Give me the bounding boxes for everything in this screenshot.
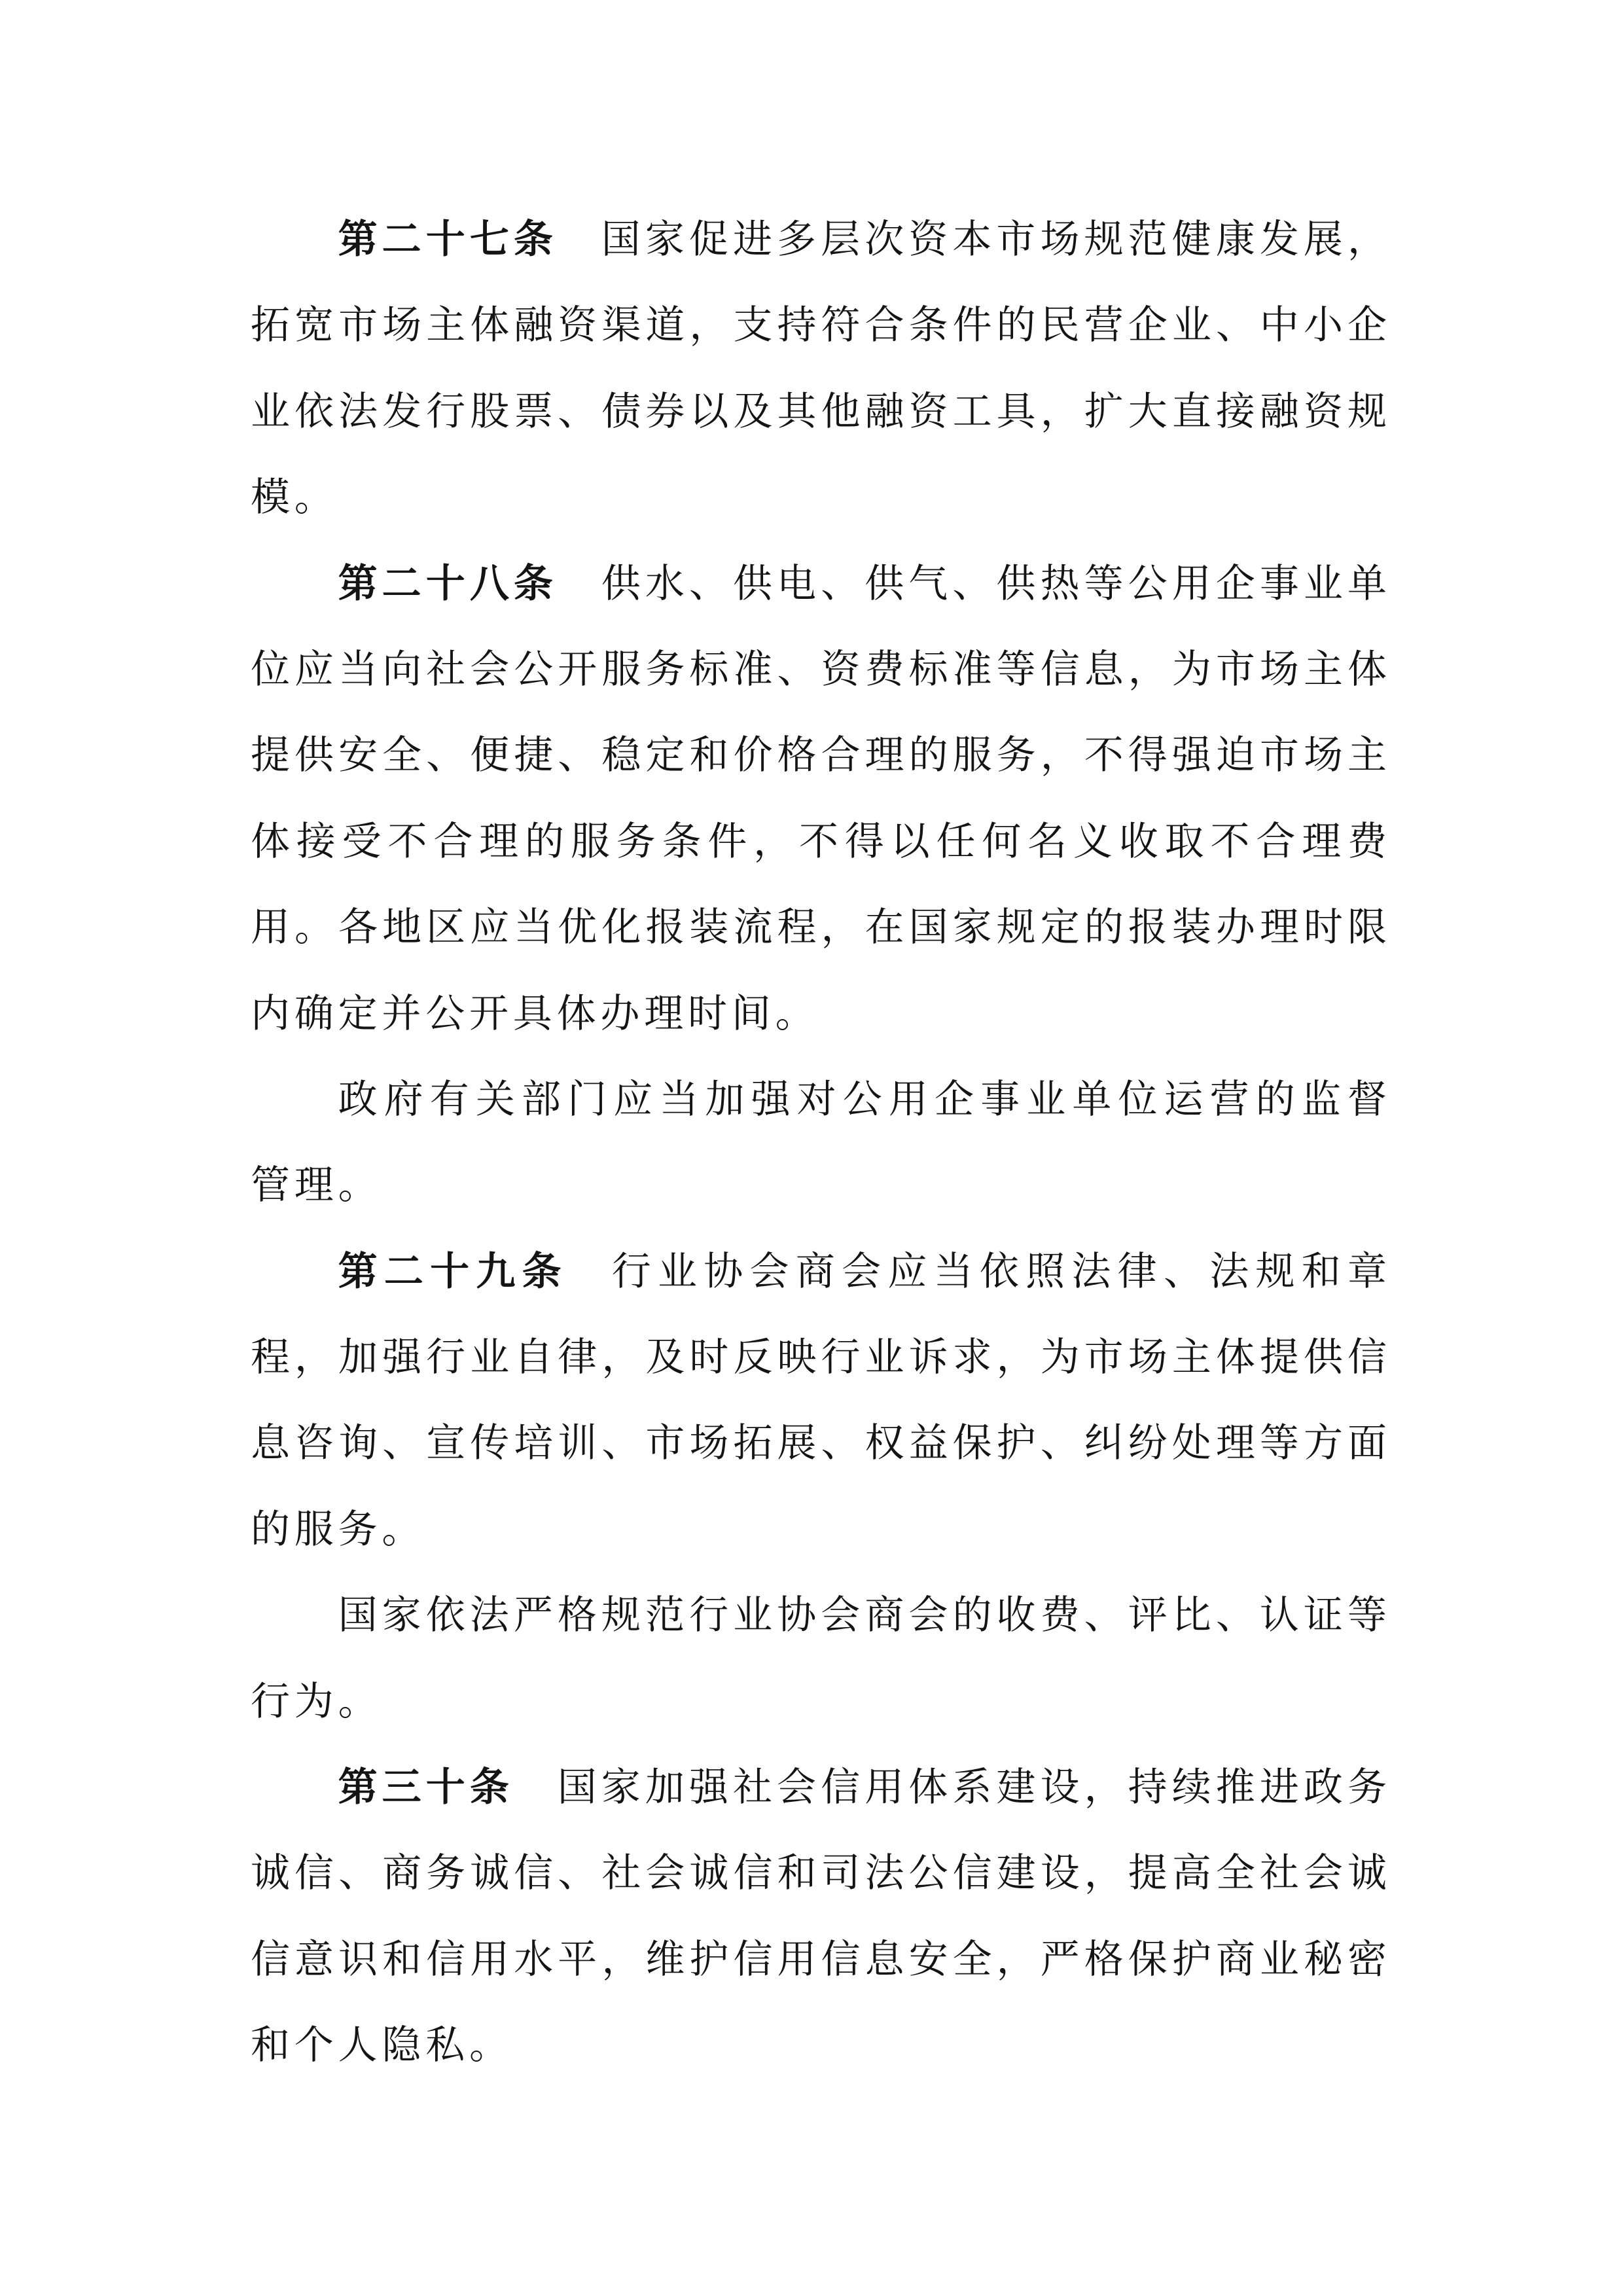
- line-text: 国家促进多层次资本市场规范健康发展，: [601, 217, 1387, 262]
- text-line: [251, 541, 1387, 627]
- document-body: [251, 197, 1387, 2089]
- article-number: 第二十八条: [338, 560, 558, 607]
- article-number: 第二十七条: [338, 217, 558, 262]
- text-line: [251, 197, 1387, 283]
- text-line: 位应当向社会公开服务标准、资费标准等信息，为市场主体: [251, 646, 1387, 692]
- body-paragraph: [251, 1573, 1387, 1745]
- text-line: 用。各地区应当优化报装流程，在国家规定的报装办理时限: [251, 905, 1387, 951]
- line-text: 行业协会商会应当依照法律、法规和章: [611, 1248, 1387, 1295]
- text-line: 政府有关部门应当加强对公用企事业单位运营的监督: [338, 1076, 1387, 1122]
- article-paragraph: [251, 1229, 1387, 1573]
- text-line: 业依法发行股票、债券以及其他融资工具，扩大直接融资规: [251, 388, 1387, 435]
- text-line: 和个人隐私。: [251, 2022, 513, 2069]
- line-text: 国家加强社会信用体系建设，持续推进政务: [557, 1765, 1387, 1811]
- text-line: 行为。: [251, 1678, 382, 1725]
- line-text: 供水、供电、供气、供热等公用企事业单: [601, 560, 1387, 607]
- article-paragraph: [251, 541, 1387, 1057]
- text-line: 体接受不合理的服务条件，不得以任何名义收取不合理费: [251, 818, 1387, 865]
- text-line: 诚信、商务诚信、社会诚信和司法公信建设，提高全社会诚: [251, 1850, 1387, 1897]
- text-line: [251, 1745, 1387, 1831]
- text-line: 提供安全、便捷、稳定和价格合理的服务，不得强迫市场主: [251, 732, 1387, 779]
- article-number: 第二十九条: [338, 1248, 568, 1295]
- text-line: 息咨询、宣传培训、市场拓展、权益保护、纠纷处理等方面: [251, 1420, 1387, 1467]
- text-line: [251, 1229, 1387, 1315]
- text-line: 模。: [251, 475, 338, 521]
- text-line: 国家依法严格规范行业协会商会的收费、评比、认证等: [338, 1592, 1387, 1639]
- text-line: 的服务。: [251, 1506, 426, 1552]
- text-line: 程，加强行业自律，及时反映行业诉求，为市场主体提供信: [251, 1335, 1387, 1381]
- article-paragraph: [251, 197, 1387, 541]
- text-line: 管理。: [251, 1162, 382, 1209]
- article-paragraph: [251, 1745, 1387, 2089]
- article-number: 第三十条: [338, 1765, 514, 1811]
- text-line: 拓宽市场主体融资渠道，支持符合条件的民营企业、中小企: [251, 302, 1387, 349]
- body-paragraph: [251, 1057, 1387, 1229]
- text-line: 信意识和信用水平，维护信用信息安全，严格保护商业秘密: [251, 1936, 1387, 1982]
- text-line: 内确定并公开具体办理时间。: [251, 990, 819, 1037]
